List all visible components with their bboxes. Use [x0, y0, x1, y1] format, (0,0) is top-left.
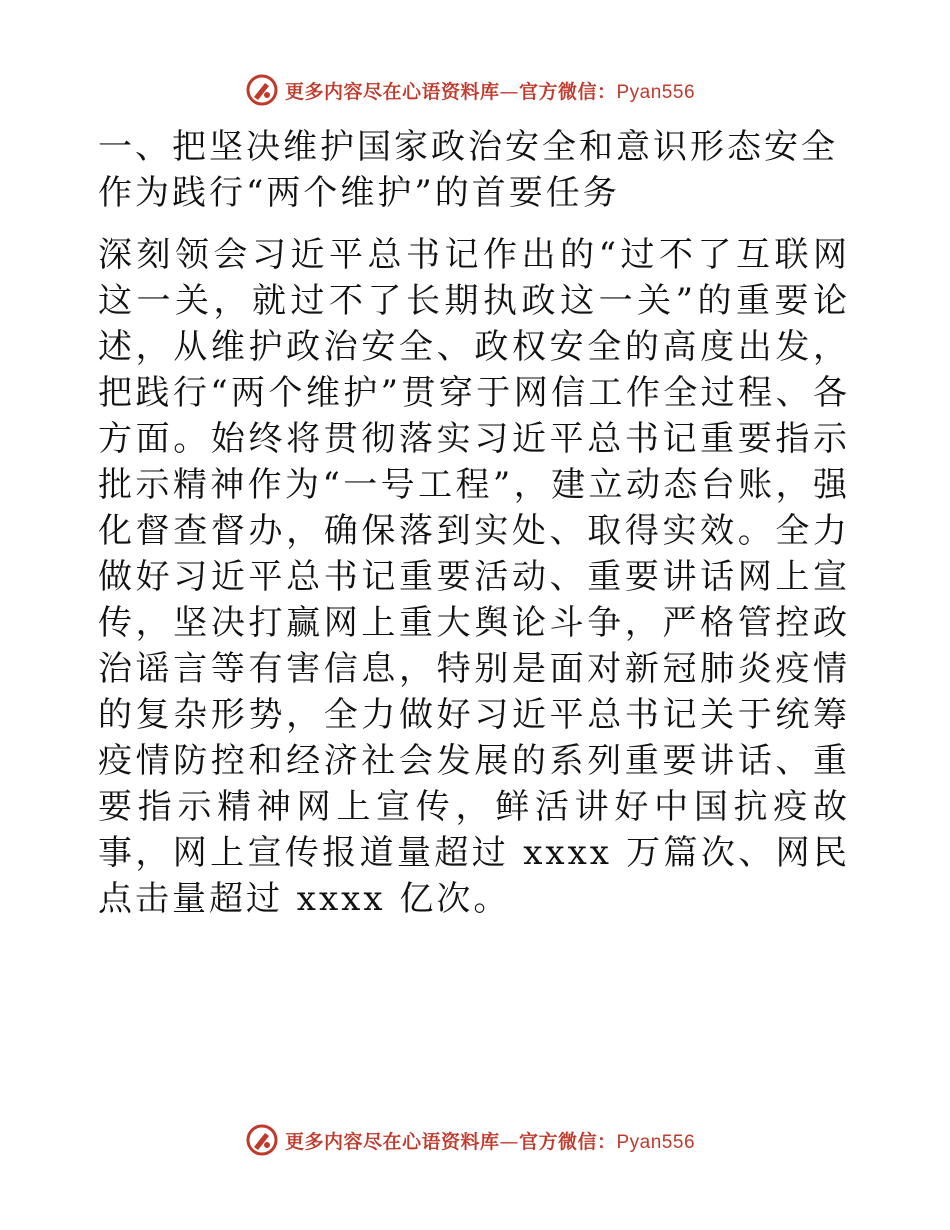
section-heading: 一、把坚决维护国家政治安全和意识形态安全作为践行“两个维护”的首要任务 — [98, 127, 838, 213]
footer-banner-wechat-id: Pyan556 — [616, 1131, 696, 1153]
body-paragraph: 深刻领会习近平总书记作出的“过不了互联网这一关，就过不了长期执政这一关”的重要论述，从维护政治安全、政权安全的高度出发，把践行“两个维护”贯穿于网信工作全过程、各方面。始终将贯彻落实习近平总书记重要指示批示精神作为“一号工程”，建立动态台账，强化督查督办，确保落到实处、取得实效。全力做好习近平总书记重要活动、重要讲话网上宣传，坚决打赢网上重大舆论斗争，严格管控政治谣言等有害信息，特别是面对新冠肺炎疫情的复杂形势，全力做好习近平总书记关于统筹疫情防控和经济社会发展的系列重要讲话、重要指示精神网上宣传，鲜活讲好中国抗疫故事，网上宣传报道量超过 xxxx 万篇次、网民点击量超过 xxxx 亿次。 — [98, 235, 850, 919]
footer-banner-wechat-label: 官方微信： — [518, 1130, 617, 1153]
footer-banner-text — [285, 1127, 695, 1154]
footer-banner-dash: — — [499, 1130, 519, 1153]
header-banner-site: 更多内容尽在心语资料库 — [284, 80, 500, 103]
brand-logo-icon — [245, 73, 279, 107]
document-body — [98, 124, 850, 922]
header-banner-content — [245, 73, 695, 107]
header-banner-wechat-id: Pyan556 — [616, 81, 696, 103]
footer-banner-site: 更多内容尽在心语资料库 — [284, 1130, 500, 1153]
header-banner-text — [285, 77, 695, 104]
footer-banner — [0, 1120, 950, 1160]
header-banner-dash: — — [499, 80, 519, 103]
footer-banner-content — [245, 1123, 695, 1157]
brand-logo-icon — [245, 1123, 279, 1157]
header-banner — [0, 70, 950, 110]
header-banner-wechat-label: 官方微信： — [518, 80, 617, 103]
